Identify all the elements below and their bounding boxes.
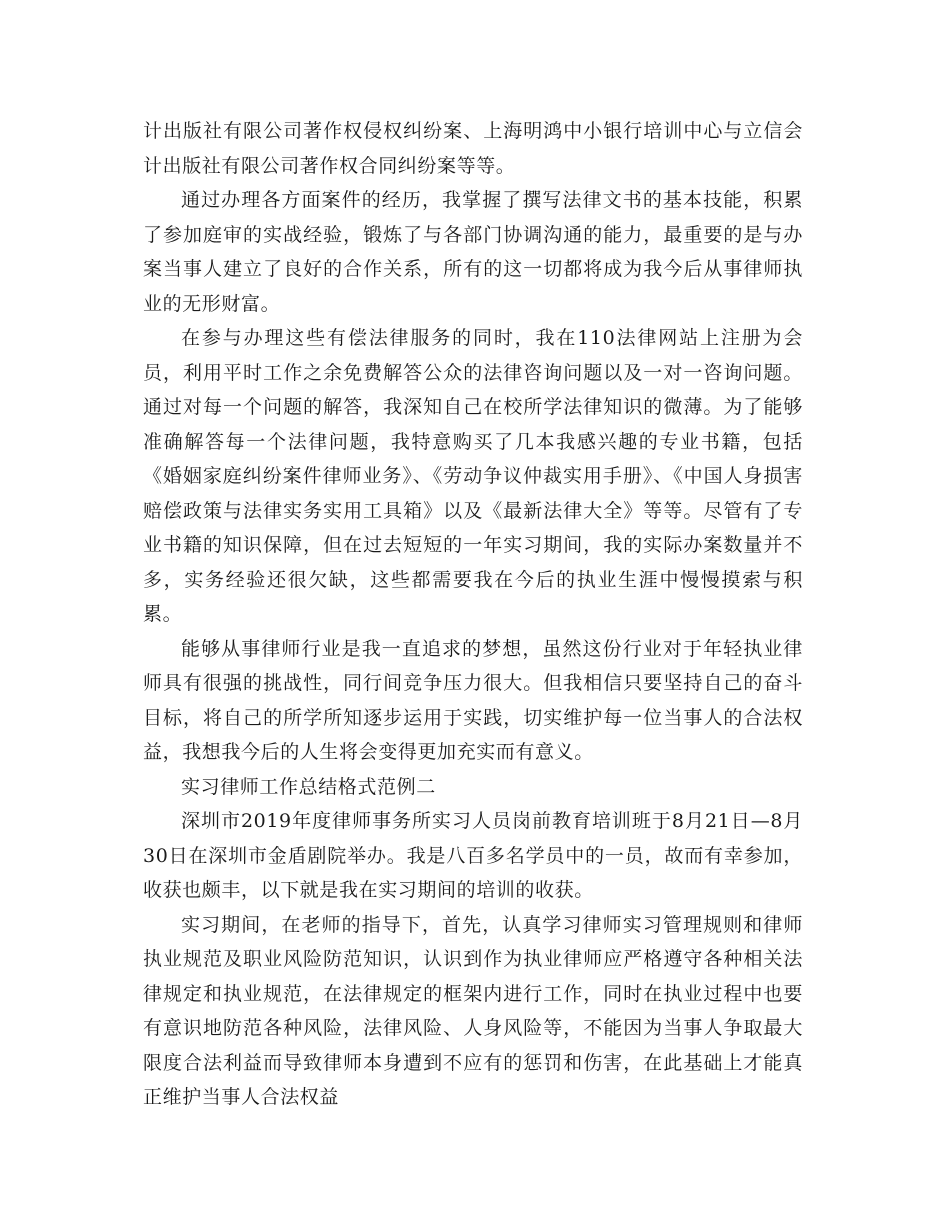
- paragraph-training-intro: 深圳市2019年度律师事务所实习人员岗前教育培训班于8月21日—8月30日在深圳市金盾剧院举办。我是八百多名学员中的一员，故而有幸参加，收获也颇丰，以下就是我在实习期间的培训的收获。: [143, 810, 803, 901]
- section-heading-example-two: 实习律师工作总结格式范例二: [181, 775, 436, 798]
- paragraph-career-aspiration: 能够从事律师行业是我一直追求的梦想，虽然这份行业对于年轻执业律师具有很强的挑战性，同行间竞争压力很大。但我相信只要坚持自己的奋斗目标，将自己的所学所知逐步运用于实践，切实维护每一位当事人的合法权益，我想我今后的人生将会变得更加充实而有意义。: [143, 637, 803, 763]
- paragraph-training-content: 实习期间，在老师的指导下，首先，认真学习律师实习管理规则和律师执业规范及职业风险防范知识，认识到作为执业律师应严格遵守各种相关法律规定和执业规范，在法律规定的框架内进行工作，同时在执业过程中也要有意识地防范各种风险，法律风险、人身风险等，不能因为当事人争取最大限度合法利益而导致律师本身遭到不应有的惩罚和伤害，在此基础上才能真正维护当事人合法权益: [143, 913, 803, 1108]
- paragraph-case-list-continuation: 计出版社有限公司著作权侵权纠纷案、上海明鸿中小银行培训中心与立信会计出版社有限公司著作权合同纠纷案等等。: [143, 120, 803, 177]
- paragraph-online-consulting: 在参与办理这些有偿法律服务的同时，我在110法律网站上注册为会员，利用平时工作之余免费解答公众的法律咨询问题以及一对一咨询问题。通过对每一个问题的解答，我深知自己在校所学法律知识的微薄。为了能够准确解答每一个法律问题，我特意购买了几本我感兴趣的专业书籍，包括《婚姻家庭纠纷案件律师业务》、《劳动争议仲裁实用手册》、《中国人身损害赔偿政策与法律实务实用工具箱》以及《最新法律大全》等等。尽管有了专业书籍的知识保障，但在过去短短的一年实习期间，我的实际办案数量并不多，实务经验还很欠缺，这些都需要我在今后的执业生涯中慢慢摸索与积累。: [143, 327, 803, 625]
- paragraph-case-experience: 通过办理各方面案件的经历，我掌握了撰写法律文书的基本技能，积累了参加庭审的实战经验，锻炼了与各部门协调沟通的能力，最重要的是与办案当事人建立了良好的合作关系，所有的这一切都将成为我今后从事律师执业的无形财富。: [143, 189, 803, 315]
- document-body: [143, 114, 803, 1115]
